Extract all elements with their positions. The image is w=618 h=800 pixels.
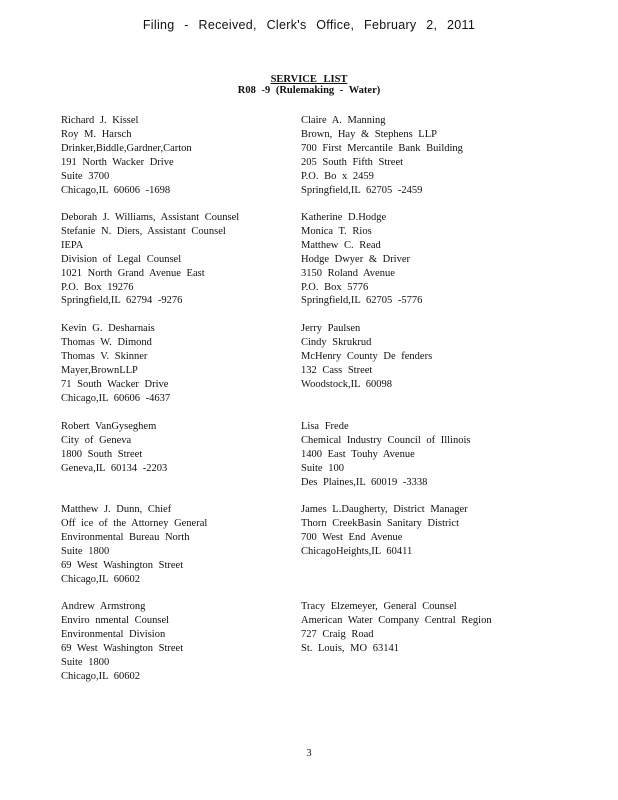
address-block [301,211,546,308]
address-block [61,322,306,405]
address-line: IEPA [61,239,84,251]
address-line: City of Geneva [61,434,132,446]
service-list-subheading: R08 -9 (Rulemaking - Water) [237,85,381,96]
address-line: 3150 Roland Avenue [301,267,395,279]
address-line: Suite 100 [301,462,344,474]
address-line: Deborah J. Williams, Assistant Counsel [61,212,240,223]
address-line: James L.Daugherty, District Manager [301,504,468,515]
address-line: Environmental Bureau North [61,531,190,543]
address-line: Des Plaines,IL 60019 -3338 [301,476,428,488]
address-line: 191 North Wacker Drive [61,156,174,168]
address-line: Off ice of the Attorney General [61,517,208,529]
address-line: St. Louis, MO 63141 [301,642,399,654]
address-line: 71 South Wacker Drive [61,378,169,390]
address-line: Chicago,IL 60606 -4637 [61,392,171,404]
address-line: Chemical Industry Council of Illinois [301,434,471,446]
address-block [61,420,306,476]
address-line: Thomas W. Dimond [61,336,152,348]
address-line: Chicago,IL 60602 [61,670,141,682]
address-block [61,600,306,683]
address-line: 69 West Washington Street [61,559,184,571]
address-line: 700 First Mercantile Bank Building [301,142,463,154]
address-line: Mayer,BrownLLP [61,364,138,376]
address-line: Stefanie N. Diers, Assistant Counsel [61,225,226,237]
address-line: Springfield,IL 62705 -5776 [301,295,423,307]
address-line: 1800 South Street [61,448,143,460]
address-block [301,503,546,559]
address-line: Cindy Skrukrud [301,336,372,348]
address-block [301,600,546,656]
service-list-heading: SERVICE LIST [270,74,348,85]
filing-header: Filing - Received, Clerk's Office, February 2, 2011 [142,18,476,32]
address-block [301,114,546,197]
page-number: 3 [306,748,312,759]
address-line: Environmental Division [61,628,166,640]
address-line: 69 West Washington Street [61,642,184,654]
address-line: 727 Craig Road [301,628,374,640]
address-block [301,420,546,490]
address-line: 1021 North Grand Avenue East [61,267,205,279]
address-line: Thomas V. Skinner [61,350,148,362]
address-line: Thorn CreekBasin Sanitary District [301,517,460,529]
address-line: Roy M. Harsch [61,128,132,140]
address-line: Andrew Armstrong [61,601,146,612]
address-block [61,503,306,586]
address-line: Springfield,IL 62705 -2459 [301,184,423,196]
address-line: Katherine D.Hodge [301,212,387,223]
address-line: Matthew C. Read [301,239,381,251]
address-line: Chicago,IL 60602 [61,573,141,585]
address-line: P.O. Bo x 2459 [301,170,374,182]
address-line: ChicagoHeights,IL 60411 [301,545,413,557]
address-line: Geneva,IL 60134 -2203 [61,462,168,474]
address-line: P.O. Box 19276 [61,281,134,293]
address-line: Drinker,Biddle,Gardner,Carton [61,142,192,154]
address-line: Matthew J. Dunn, Chief [61,504,172,515]
address-line: Monica T. Rios [301,225,372,237]
address-line: 205 South Fifth Street [301,156,404,168]
address-line: Enviro nmental Counsel [61,614,170,626]
address-line: American Water Company Central Region [301,614,492,626]
address-line: Chicago,IL 60606 -1698 [61,184,171,196]
address-line: Brown, Hay & Stephens LLP [301,128,437,140]
address-line: Hodge Dwyer & Driver [301,253,411,265]
address-line: McHenry County De fenders [301,350,433,362]
address-line: Suite 1800 [61,656,110,668]
address-line: 132 Cass Street [301,364,373,376]
address-line: Division of Legal Counsel [61,253,182,265]
address-line: Jerry Paulsen [301,323,361,334]
address-line: Claire A. Manning [301,115,386,126]
service-list-title [0,74,618,96]
address-block [301,322,546,392]
address-line: 700 West End Avenue [301,531,403,543]
address-line: Suite 1800 [61,545,110,557]
address-line: Lisa Frede [301,421,349,432]
address-block [61,114,306,197]
address-line: Kevin G. Desharnais [61,323,155,334]
address-line: Suite 3700 [61,170,110,182]
address-line: Robert VanGyseghem [61,421,157,432]
address-line: P.O. Box 5776 [301,281,369,293]
address-line: Richard J. Kissel [61,115,139,126]
address-block [61,211,306,308]
address-line: Tracy Elzemeyer, General Counsel [301,601,457,612]
address-line: Springfield,IL 62794 -9276 [61,295,183,307]
address-line: Woodstock,IL 60098 [301,378,393,390]
address-line: 1400 East Touhy Avenue [301,448,415,460]
